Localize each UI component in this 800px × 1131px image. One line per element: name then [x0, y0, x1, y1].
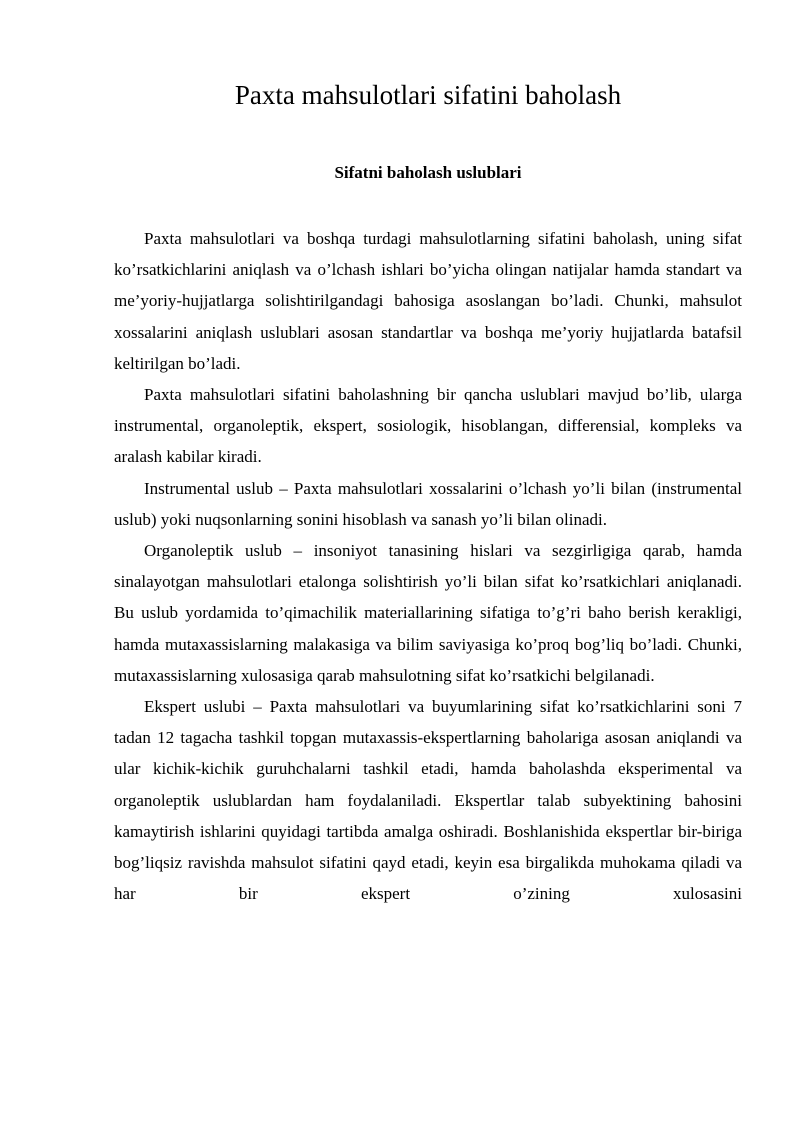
paragraph-organoleptic-method: Organoleptik uslub – insoniyot tanasining hislari va sezgirligiga qarab, hamda sinalayotgan mahsulotlari etalonga solishtirish yo’li bilan sifat ko’rsatkichlari aniqlanadi. Bu uslub yordamida to’qimachilik materiallarining sifatiga to’g’ri baho berish kerakligi, hamda mutaxassislarning malakasiga va bilim saviyasiga ko’proq bog’liq bo’ladi. Chunki, mutaxassislarning xulosasiga qarab mahsulotning sifat ko’rsatkichi belgilanadi. [114, 541, 742, 685]
paragraph-quality-assessment-intro: Paxta mahsulotlari va boshqa turdagi mahsulotlarning sifatini baholash, uning sifat ko’rsatkichlarini aniqlash va o’lchash ishlari bo’yicha olingan natijalar hamda standart va me’yoriy-hujjatlarga solishtirilgandagi bahosiga asoslangan bo’ladi. Chunki, mahsulot xossalarini aniqlash uslublari asosan standartlar va boshqa me’yoriy hujjatlarda batafsil keltirilgan bo’ladi. [114, 229, 742, 373]
paragraph-expert-method: Ekspert uslubi – Paxta mahsulotlari va buyumlarining sifat ko’rsatkichlarini soni 7 tadan 12 tagacha tashkil topgan mutaxassis-ekspertlarning baholariga asosan aniqlandi va ular kichik-kichik guruhchalarni tashkil etadi, hamda baholashda eksperimental va organoleptik uslublardan ham foydalaniladi. Ekspertlar talab subyektining bahosini kamaytirish ishlarini quyidagi tartibda amalga oshiradi. Boshlanishida ekspertlar bir-biriga bog’liqsiz ravishda mahsulot sifatini qayd etadi, keyin esa birgalikda muhokama qiladi va har bir ekspert o’zining xulosasini [114, 697, 742, 904]
paragraph-instrumental-method: Instrumental uslub – Paxta mahsulotlari xossalarini o’lchash yo’li bilan (instrumental uslub) yoki nuqsonlarning sonini hisoblash va sanash yo’li bilan olinadi. [114, 478, 742, 529]
section-subtitle: Sifatni baholash uslublari [334, 163, 522, 182]
paragraph-assessment-methods-list: Paxta mahsulotlari sifatini baholashning bir qancha uslublari mavjud bo’lib, ularga instrumental, organoleptik, ekspert, sosiologik, hisoblangan, differensial, kompleks va aralash kabilar kiradi. [114, 385, 742, 467]
page-title: Paxta mahsulotlari sifatini baholash [234, 80, 622, 110]
document-body [114, 223, 742, 909]
